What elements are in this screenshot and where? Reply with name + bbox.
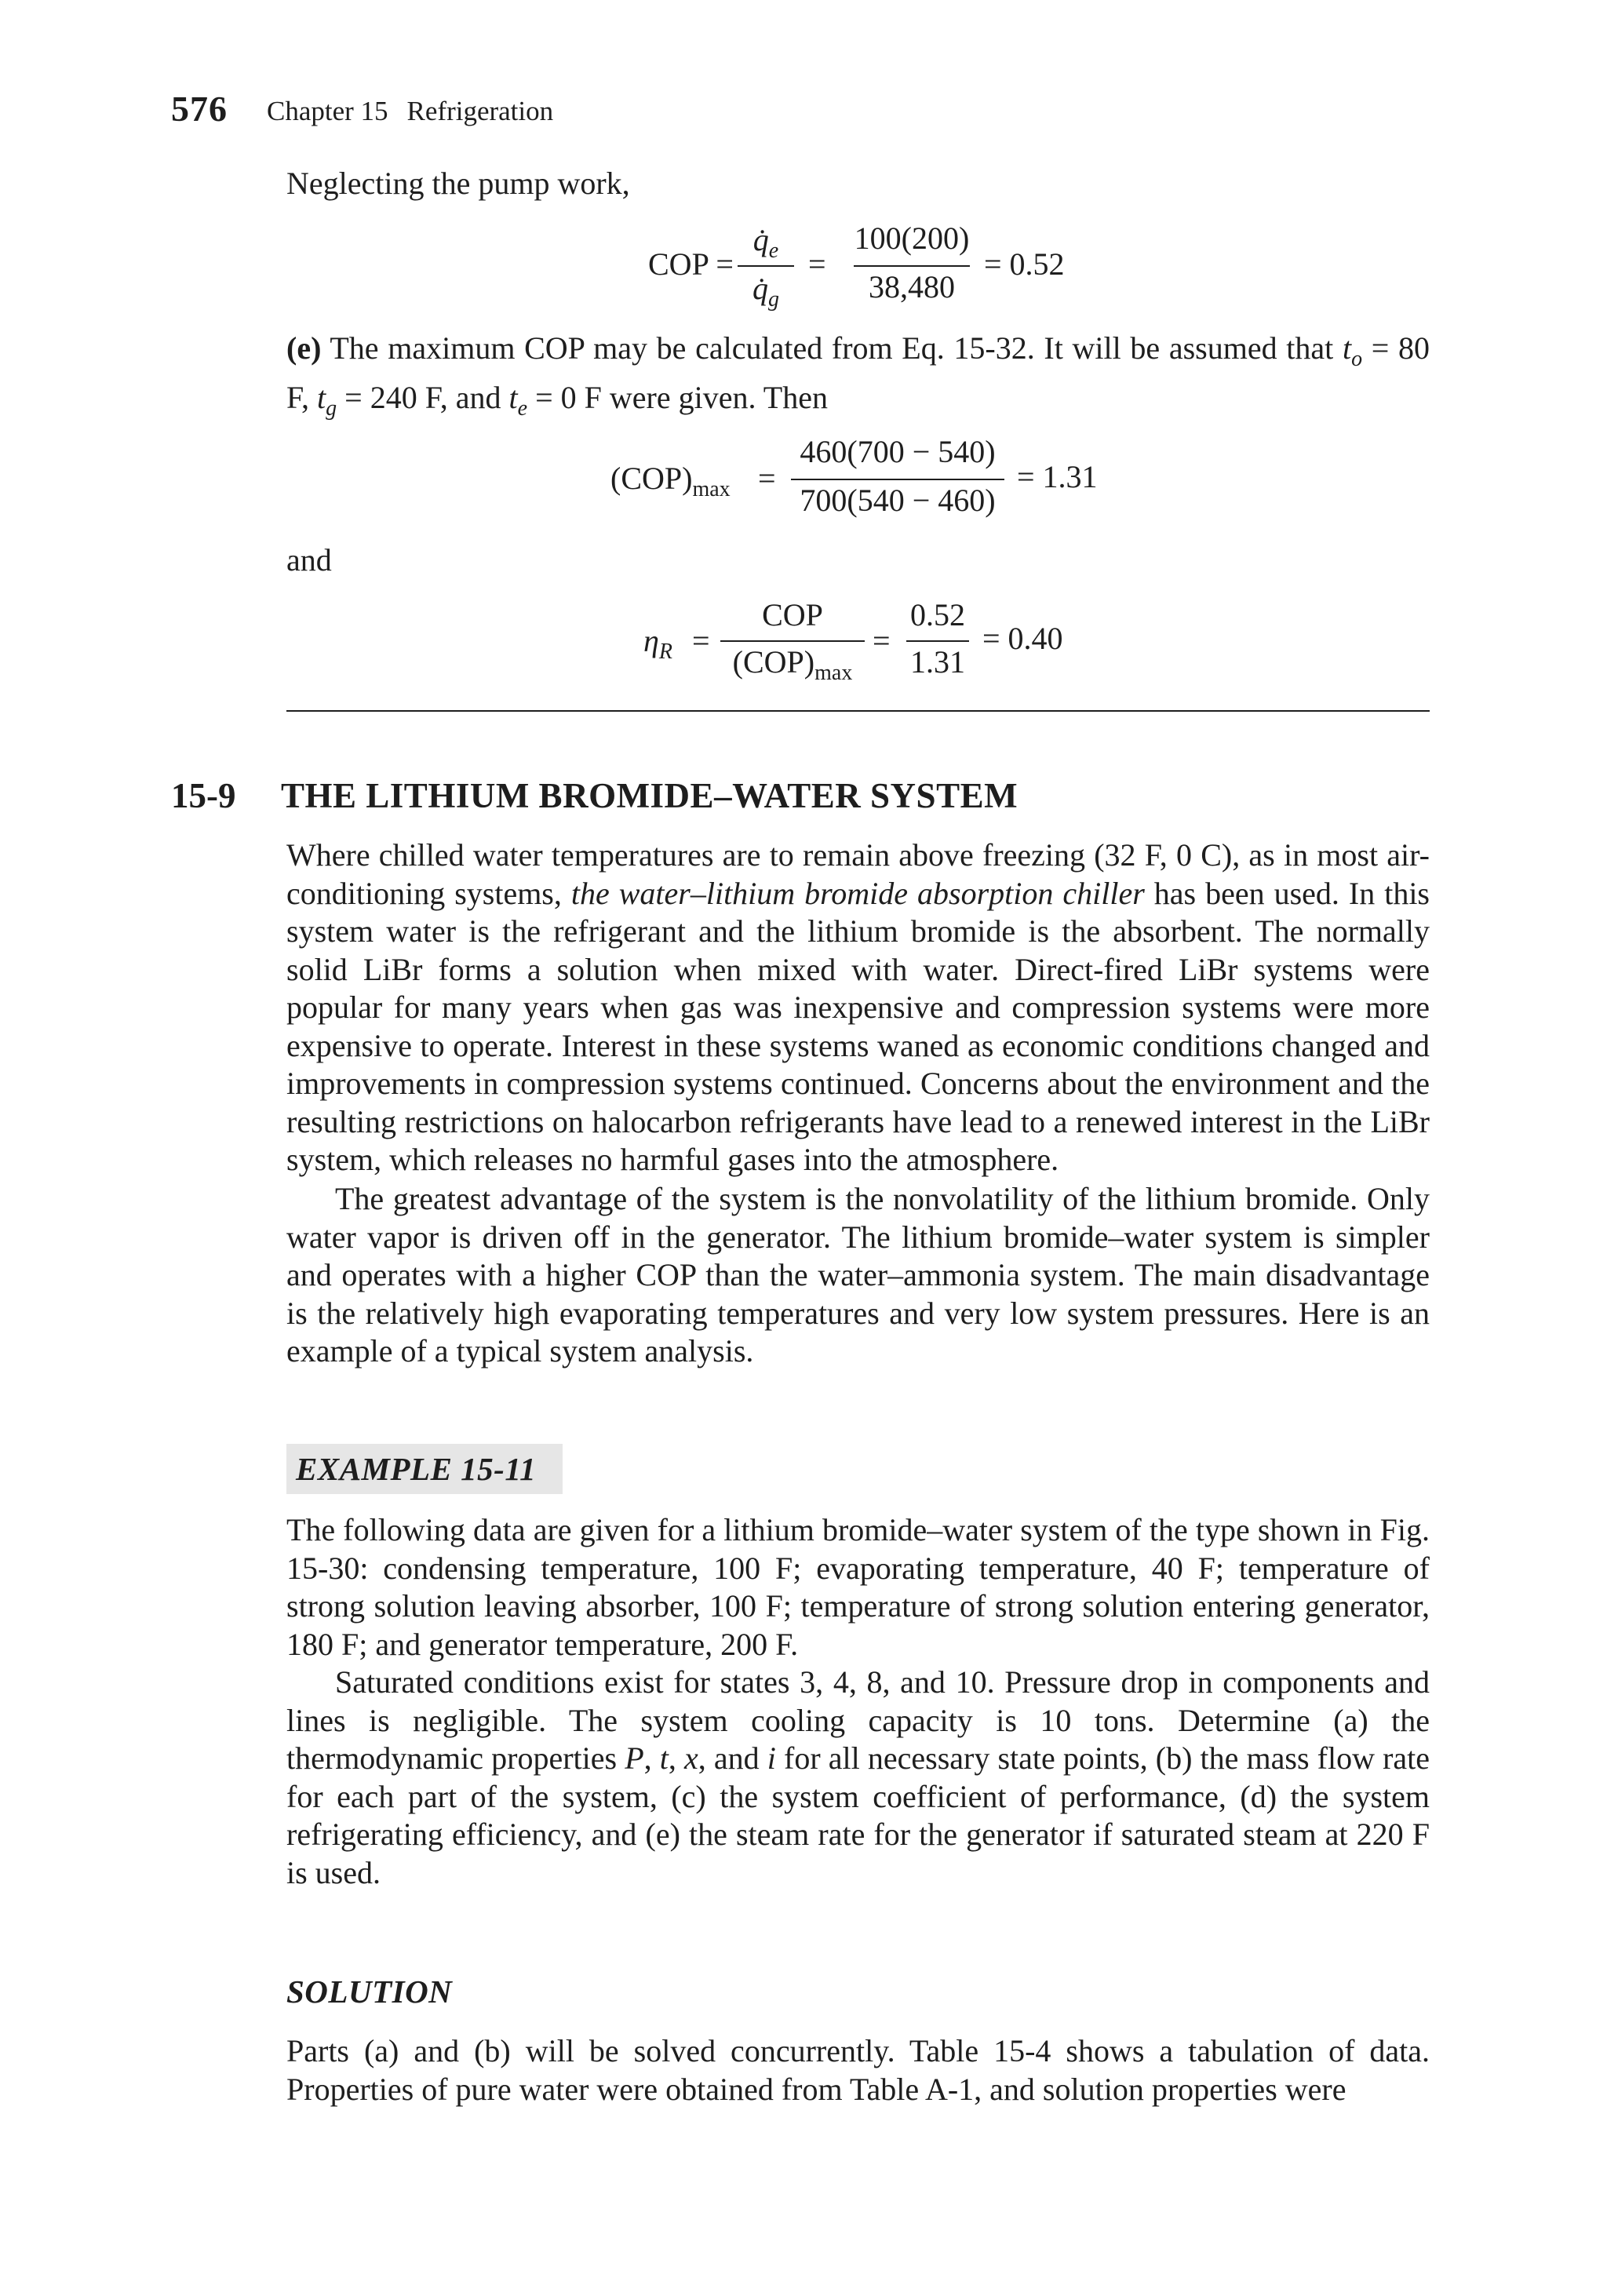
eq3-eq1: = bbox=[692, 623, 710, 658]
eq3-frac1-bar bbox=[720, 640, 865, 642]
eq2-fraction bbox=[791, 433, 1004, 519]
solution-label: SOLUTION bbox=[286, 1973, 453, 2010]
eq2-result: = 1.31 bbox=[1017, 459, 1098, 494]
eq3-frac2-bar bbox=[906, 640, 969, 642]
eq2-lhs: $(COP)_{max}$ bbox=[610, 461, 731, 501]
eq1-lhs: COP = bbox=[648, 246, 734, 282]
eq3-fraction-2 bbox=[906, 596, 969, 683]
example-label: EXAMPLE 15-11 bbox=[296, 1451, 537, 1487]
eq2-frac-bar bbox=[791, 479, 1004, 480]
eq1-frac2-num: 100(200) bbox=[854, 220, 970, 256]
eq1-eq: = bbox=[808, 246, 826, 282]
example-paragraph-2: Saturated conditions exist for states 3, 4, 8, and 10. Pressure drop in components and lines is negligible. The system cooling capacity is 10 tons. Determine (a) the thermodynamic properties P, t, x, and i for all necessary state points, (b) the mass flow rate for each part of the system, (c) the system coefficient of performance, (d) the system refrigerating efficiency, and (e) the steam rate for the generator if saturated steam at 220 F is used. bbox=[286, 1664, 1430, 1890]
eq1-frac-bar bbox=[738, 265, 794, 267]
eq3-den1: $(COP)_{max}$ bbox=[732, 644, 853, 685]
section-title: THE LITHIUM BROMIDE–WATER SYSTEM bbox=[281, 776, 1018, 815]
eq3-eq2: = bbox=[873, 623, 891, 658]
eq3-den2: 1.31 bbox=[910, 644, 965, 680]
part-e-paragraph: (e) The maximum COP may be calculated from Eq. 15-32. It will be assumed that $t_o = 80$ F, $t_g = 240$ F, and $t_e = 0$ F were given. Then bbox=[286, 330, 1430, 421]
eq2-den: 700(540 − 460) bbox=[800, 483, 996, 518]
eq3-result: = 0.40 bbox=[982, 621, 1063, 656]
eq2-num: 460(700 − 540) bbox=[800, 434, 996, 469]
eq1-num-var: q̇ bbox=[752, 222, 769, 257]
eq3-lhs: $\eta_R$ bbox=[643, 623, 672, 664]
eq3-num2: 0.52 bbox=[910, 597, 965, 632]
eq3-num1: COP bbox=[762, 597, 823, 632]
section-paragraph-1: Where chilled water temperatures are to remain above freezing (32 F, 0 C), as in most air-conditioning systems, the water–lithium bromide absorption chiller has been used. In this system water is the refrigerant and the lithium bromide is the absorbent. The normally solid LiBr forms a solution when mixed with water. Direct-fired LiBr systems were popular for many years when gas was inexpensive and compression systems were more expensive to operate. Interest in these systems waned as economic conditions changed and improvements in compression systems continued. Concerns about the environment and the resulting restrictions on halocarbon refrigerants have lead to a renewed interest in the LiBr system, which releases no harmful gases into the atmosphere. bbox=[286, 837, 1430, 1177]
eq1-fraction-num bbox=[854, 220, 970, 306]
eq1-den-var: q̇ bbox=[752, 271, 768, 306]
eq1-num-sub: e bbox=[768, 239, 779, 263]
example-paragraph-1: The following data are given for a lithium bromide–water system of the type shown in Fig. 15-30: condensing temperature, 100 F; evaporating temperature, 40 F; temperature of strong solution leaving absorber, 100 F; temperature of strong solution entering generator, 180 F; and generator temperature, 200 F. bbox=[286, 1512, 1430, 1662]
running-header bbox=[267, 96, 553, 127]
section-paragraph-2: The greatest advantage of the system is the nonvolatility of the lithium bromide. Only water vapor is driven off in the generator. The lithium bromide–water system is simpler and operates with a higher COP than the water–ammonia system. The main disadvantage is the relatively high evaporating temperatures and very low system pressures. Here is an example of a typical system analysis. bbox=[286, 1181, 1430, 1368]
eq1-den-sub: g bbox=[768, 287, 779, 312]
chapter-title: Refrigeration bbox=[406, 96, 554, 126]
eq1-frac2-bar bbox=[854, 265, 970, 267]
solution-paragraph: Parts (a) and (b) will be solved concurrently. Table 15-4 shows a tabulation of data. Properties of pure water were obtained from Table A-1, and solution properties were bbox=[286, 2033, 1430, 2107]
section-divider-rule bbox=[286, 710, 1430, 712]
section-number: 15-9 bbox=[171, 776, 236, 815]
part-e-label: (e) bbox=[286, 330, 322, 366]
and-word: and bbox=[286, 542, 332, 578]
eq1-fraction-q bbox=[738, 221, 794, 312]
page-number: 576 bbox=[171, 89, 228, 129]
eq1-frac2-den: 38,480 bbox=[869, 269, 955, 304]
intro-line: Neglecting the pump work, bbox=[286, 166, 630, 201]
chapter-label: Chapter 15 bbox=[267, 96, 388, 126]
eq1-result: = 0.52 bbox=[984, 246, 1065, 282]
eq2-eq: = bbox=[758, 461, 776, 496]
eq3-fraction-1 bbox=[720, 596, 865, 689]
